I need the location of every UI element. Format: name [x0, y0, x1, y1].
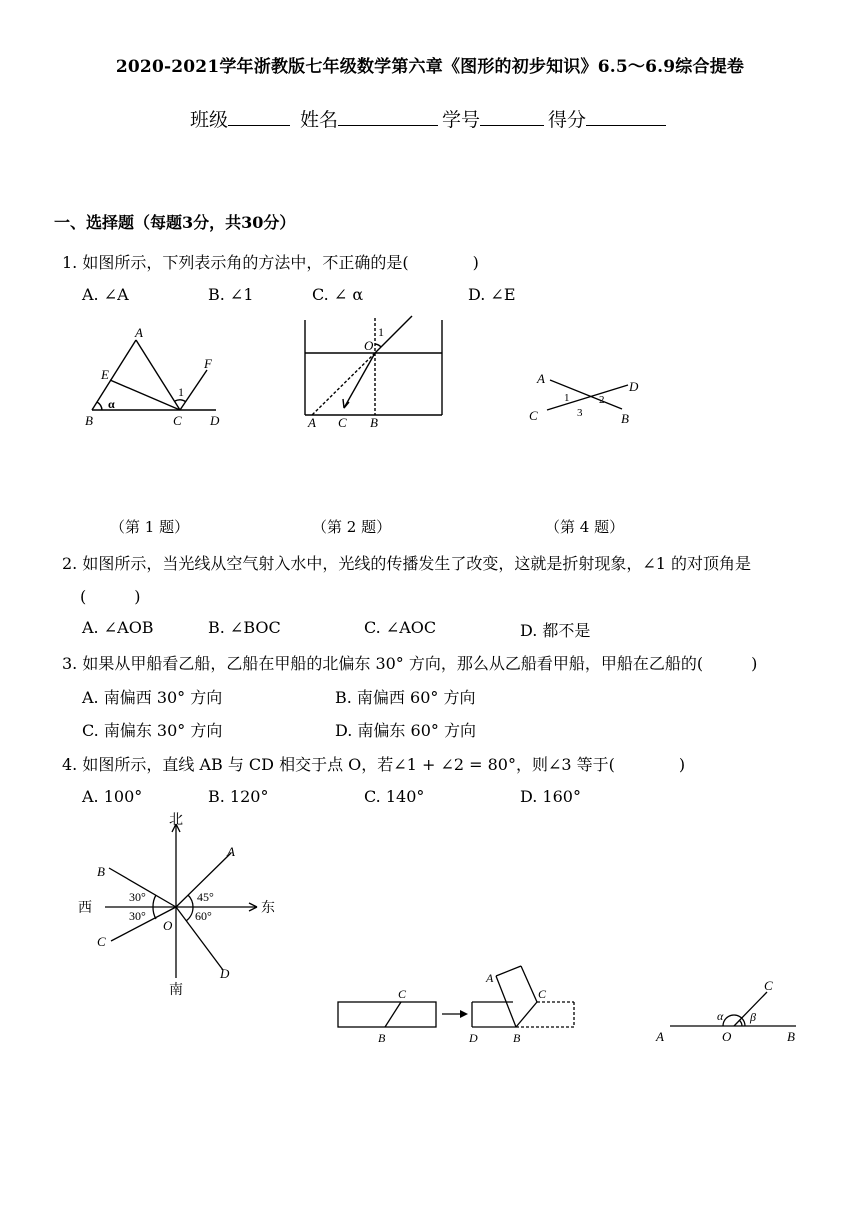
fig4-label-a: A: [537, 371, 545, 386]
q3-option-c: C. 南偏东 30° 方向: [82, 721, 223, 740]
compass-angle-30-lower: 30°: [129, 909, 146, 923]
q2-option-d: D. 都不是: [520, 621, 591, 640]
compass-label-a: A: [227, 844, 235, 859]
fig1-angle-alpha: α: [108, 397, 115, 411]
q4-option-c: C. 140°: [364, 787, 425, 806]
q2-option-a: A. ∠AOB: [82, 618, 154, 637]
q4-option-d: D. 160°: [520, 787, 581, 806]
score-label: 得分: [548, 109, 587, 131]
id-blank: [480, 107, 544, 126]
fig2-label-o: O: [364, 338, 374, 353]
fig2-angle-1: 1: [378, 325, 384, 339]
compass-label-b: B: [97, 864, 105, 879]
figure-compass: [75, 808, 290, 998]
q3-option-b: B. 南偏西 60° 方向: [335, 688, 476, 707]
compass-east: 东: [261, 901, 275, 916]
fig4-angle-1: 1: [564, 392, 570, 404]
fig1-angle-1: 1: [178, 385, 184, 399]
fig4-angle-3: 3: [577, 407, 583, 419]
page-title: 2020-2021学年浙教版七年级数学第六章《图形的初步知识》6.5～6.9综合提卷: [115, 57, 745, 77]
figure-2: [300, 312, 450, 432]
figure-1: [80, 322, 240, 437]
q3-option-d: D. 南偏东 60° 方向: [335, 721, 476, 740]
fig1-label-a: A: [135, 325, 143, 340]
section-title: 一、选择题（每题3分，共30分）: [54, 213, 296, 232]
q1-option-c: C. ∠ α: [312, 285, 364, 304]
strip-label-b-left: B: [378, 1031, 386, 1045]
q2-option-b: B. ∠BOC: [208, 618, 281, 637]
id-label: 学号: [442, 109, 481, 131]
fig1-label-d: D: [210, 413, 220, 428]
q1-option-b: B. ∠1: [208, 285, 254, 304]
line-angle-alpha: α: [717, 1009, 724, 1023]
compass-label-c: C: [97, 934, 106, 949]
q1-option-d: D. ∠E: [468, 285, 516, 304]
question-2-stem: 2. 如图所示，当光线从空气射入水中，光线的传播发生了改变，这就是折射现象，∠1 的对顶角是: [62, 554, 752, 573]
fig4-label-d: D: [629, 379, 639, 394]
question-3-stem: 3. 如果从甲船看乙船，乙船在甲船的北偏东 30° 方向，那么从乙船看甲船，甲船在乙船的( ): [62, 654, 758, 673]
question-4-stem: 4. 如图所示，直线 AB 与 CD 相交于点 O，若∠1 + ∠2 = 80°，则∠3 等于( ): [62, 755, 686, 774]
q2-option-c: C. ∠AOC: [364, 618, 437, 637]
line-angle-label-a: A: [656, 1029, 664, 1044]
compass-angle-60: 60°: [195, 909, 212, 923]
fig1-caption: （第 1 题）: [110, 518, 190, 536]
fig4-label-c: C: [529, 408, 538, 423]
name-blank: [338, 107, 438, 126]
line-angle-beta: β: [750, 1010, 756, 1024]
score-blank: [586, 107, 666, 126]
line-angle-label-c: C: [764, 978, 773, 993]
fig4-label-b: B: [621, 411, 629, 426]
strip-label-b-right: B: [513, 1031, 521, 1045]
student-info-row: [0, 105, 860, 132]
figure-folding-strip: [330, 962, 585, 1047]
fig1-label-e: E: [101, 367, 109, 382]
line-angle-label-o: O: [722, 1029, 732, 1044]
fig2-label-b: B: [370, 415, 378, 430]
fig2-label-c: C: [338, 415, 347, 430]
fig2-caption: （第 2 题）: [312, 518, 392, 536]
name-label: 姓名: [300, 109, 339, 131]
strip-label-c-right: C: [538, 987, 547, 1001]
fig1-label-c: C: [173, 413, 182, 428]
strip-label-a: A: [486, 971, 494, 985]
line-angle-label-b: B: [787, 1029, 795, 1044]
q3-option-a: A. 南偏西 30° 方向: [82, 688, 223, 707]
q1-option-a: A. ∠A: [82, 285, 129, 304]
fig4-angle-2: 2: [599, 394, 605, 406]
compass-label-o: O: [163, 918, 173, 933]
class-blank: [228, 107, 290, 126]
question-1-stem: 1. 如图所示，下列表示角的方法中，不正确的是( ): [62, 253, 479, 272]
strip-label-c-left: C: [398, 987, 407, 1001]
question-2-bracket: ( ): [80, 587, 141, 606]
fig1-label-f: F: [204, 356, 212, 371]
q4-option-a: A. 100°: [82, 787, 143, 806]
fig4-caption: （第 4 题）: [545, 518, 625, 536]
class-label: 班级: [189, 109, 228, 131]
compass-north: 北: [169, 813, 183, 828]
fig1-label-b: B: [85, 413, 93, 428]
compass-south: 南: [169, 983, 183, 998]
compass-west: 西: [78, 901, 92, 916]
compass-angle-30-upper: 30°: [129, 890, 146, 904]
q4-option-b: B. 120°: [208, 787, 269, 806]
strip-label-d: D: [469, 1031, 478, 1045]
fig2-label-a: A: [308, 415, 316, 430]
compass-angle-45: 45°: [197, 890, 214, 904]
compass-label-d: D: [220, 966, 230, 981]
figure-4: [525, 365, 655, 430]
figure-line-angles: [650, 972, 805, 1047]
